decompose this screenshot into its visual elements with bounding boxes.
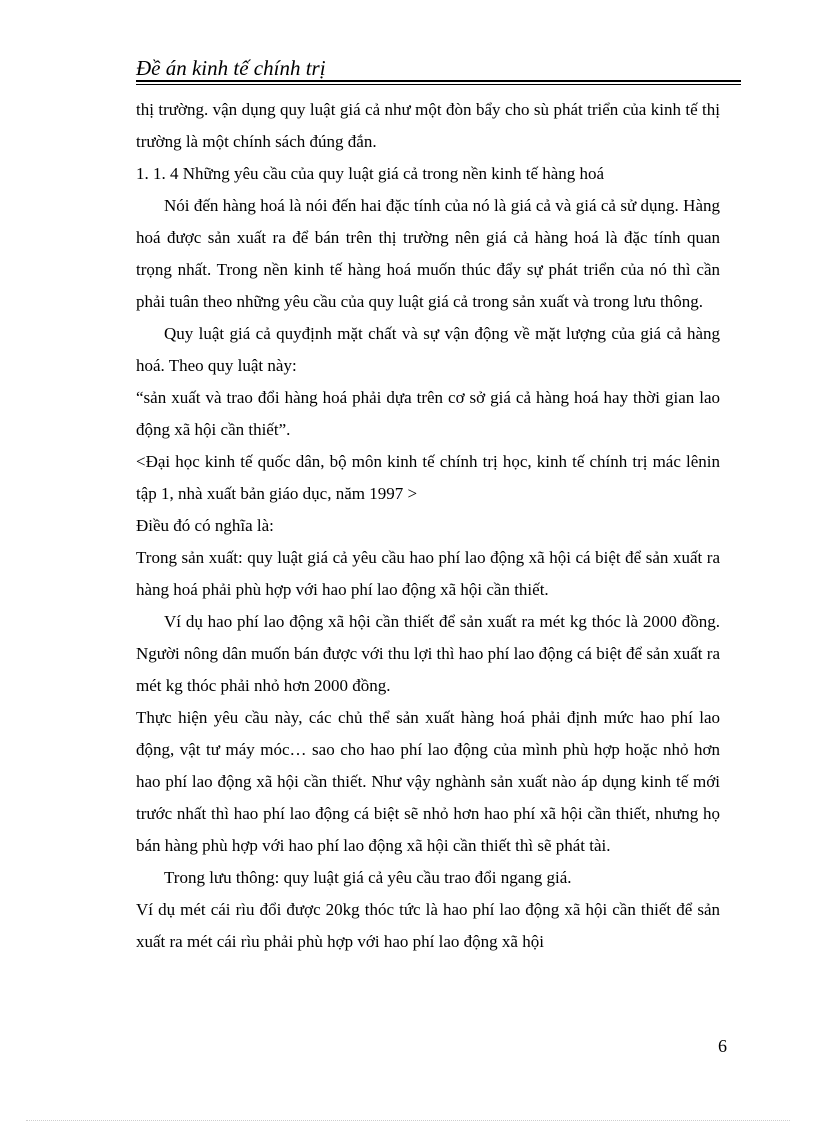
quotation: “sản xuất và trao đổi hàng hoá phải dựa trên cơ sở giá cả hàng hoá hay thời gian lao động xã hội cần thiết”.	[136, 388, 720, 439]
header-rule-thick	[136, 80, 741, 82]
paragraph: Trong sản xuất: quy luật giá cả yêu cầu hao phí lao động xã hội cá biệt để sản xuất ra hàng hoá phải phù hợp với hao phí lao động xã hội cần thiết.	[136, 548, 720, 599]
paragraph: Ví dụ hao phí lao động xã hội cần thiết để sản xuất ra mét kg thóc là 2000 đồng. Người nông dân muốn bán được với thu lợi thì hao phí lao động cá biệt để sản xuất ra mét kg thóc phải nhỏ hơn 2000 đồng.	[136, 612, 720, 695]
paragraph: Điều đó có nghĩa là:	[136, 516, 274, 535]
paragraph: Thực hiện yêu cầu này, các chủ thể sản xuất hàng hoá phải định mức hao phí lao động, vật tư máy móc… sao cho hao phí lao động của mình phù hợp hoặc nhỏ hơn hao phí lao động xã hội cần thiết. Như vậy nghành sản xuất nào áp dụng kinh tế mới trước nhất thì hao phí lao động cá biệt sẽ nhỏ hơn hao phí xã hội cần thiết, nhưng họ bán hàng phù hợp với hao phí lao động xã hội cần thiết thì sẽ phát tài.	[136, 708, 720, 855]
paragraph: Trong lưu thông: quy luật giá cả yêu cầu trao đổi ngang giá.	[164, 868, 572, 887]
citation: <Đại học kinh tế quốc dân, bộ môn kinh tế chính trị học, kinh tế chính trị mác lênin tập 1, nhà xuất bản giáo dục, năm 1997 >	[136, 452, 720, 503]
section-heading: 1. 1. 4 Những yêu cầu của quy luật giá cả trong nền kinh tế hàng hoá	[136, 164, 605, 183]
paragraph: Nói đến hàng hoá là nói đến hai đặc tính của nó là giá cả và giá cả sử dụng. Hàng hoá được sản xuất ra để bán trên thị trường nên giá cả hàng hoá là đặc tính quan trọng nhất. Trong nền kinh tế hàng hoá muốn thúc đẩy sự phát triển của nó thì cần phải tuân theo những yêu cầu của quy luật giá cả trong sản xuất và trong lưu thông.	[136, 196, 720, 311]
paragraph: Quy luật giá cả quyđịnh mặt chất và sự vận động về mặt lượng của giá cả hàng hoá. Theo quy luật này:	[136, 324, 720, 375]
header-rule-thin	[136, 84, 741, 85]
page-number: 6	[718, 1036, 727, 1056]
body-text	[136, 94, 720, 958]
page-bottom-divider	[26, 1120, 790, 1121]
paragraph: thị trường. vận dụng quy luật giá cả như một đòn bẩy cho sù phát triển của kinh tế thị trường là một chính sách đúng đắn.	[136, 100, 720, 151]
paragraph: Ví dụ mét cái rìu đổi được 20kg thóc tức là hao phí lao động xã hội cần thiết để sản xuất ra mét cái rìu phải phù hợp với hao phí lao động xã hội	[136, 900, 720, 951]
header-title: Đề án kinh tế chính trị	[136, 56, 326, 80]
